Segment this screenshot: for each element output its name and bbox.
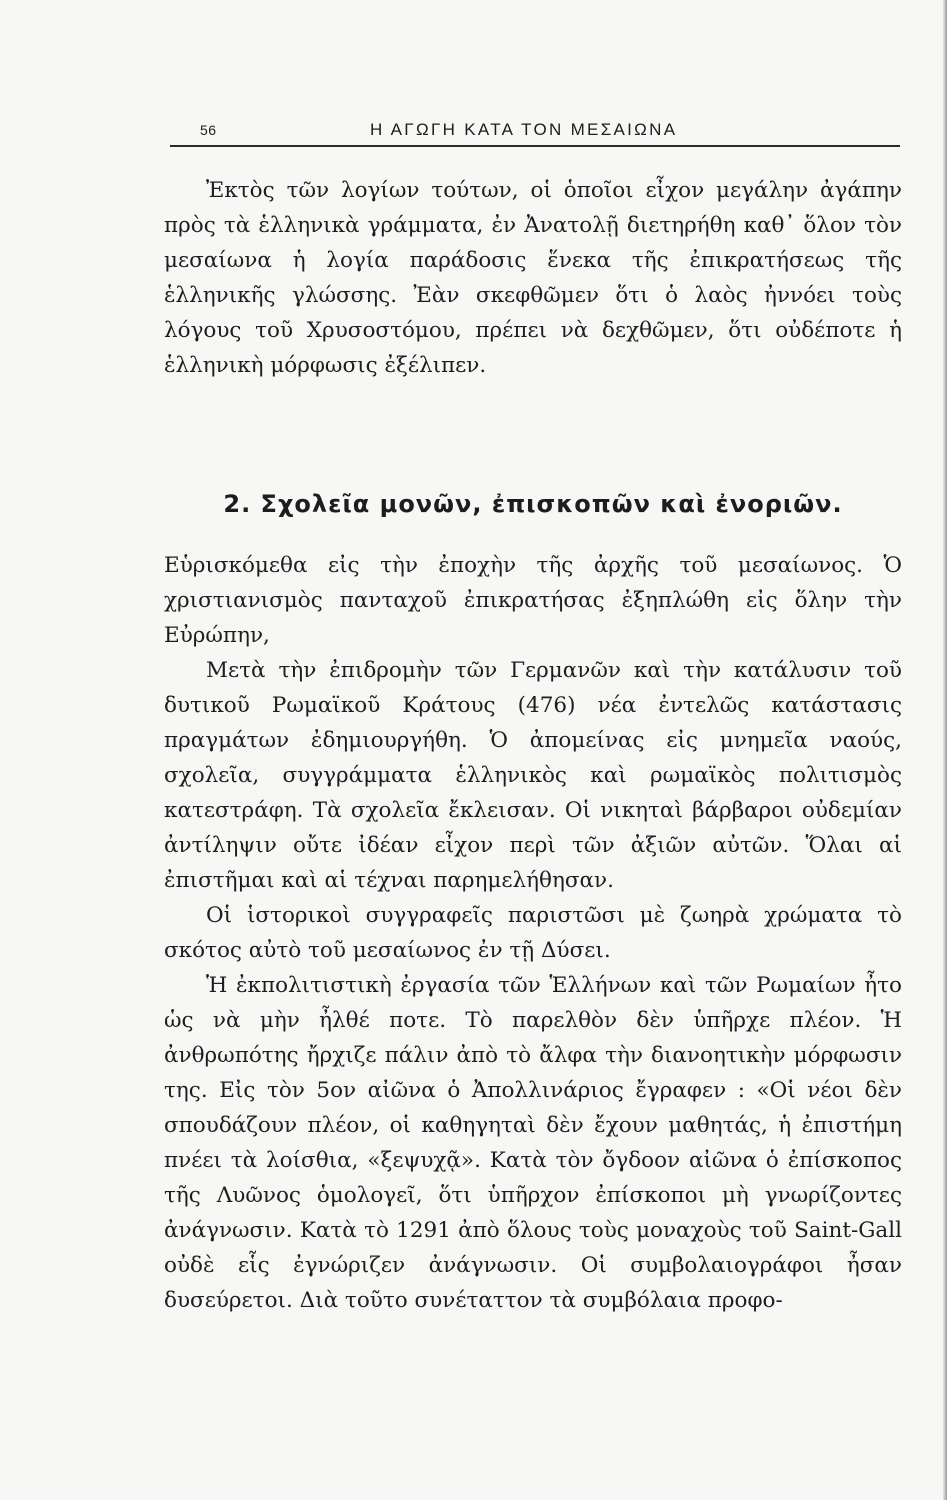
- intro-text-block: [164, 173, 902, 383]
- running-title: Η ΑΓΩΓΗ ΚΑΤΑ ΤΟΝ ΜΕΣΑΙΩΝΑ: [370, 120, 678, 139]
- section-paragraph-3: Οἱ ἱστορικοὶ συγγραφεῖς παριστῶσι μὲ ζωηρὰ χρώματα τὸ σκότος αὐτὸ τοῦ μεσαίωνος ἐν τῇ Δύσει.: [164, 903, 902, 963]
- header-rule: [170, 145, 900, 147]
- section-paragraph-4: Ἡ ἐκπολιτιστικὴ ἐργασία τῶν Ἑλλήνων καὶ τῶν Ρωμαίων ἦτο ὡς νὰ μὴν ἦλθέ ποτε. Τὸ παρελθὸν δὲν ὑπῆρχε πλέον. Ἡ ἀνθρωπότης ἤρχιζε πάλιν ἀπὸ τὸ ἄλφα τὴν διανοητικὴν μόρφωσιν της. Εἰς τὸν 5ον αἰῶνα ὁ Ἀπολλινάριος ἔγραφεν : «Οἱ νέοι δὲν σπουδάζουν πλέον, οἱ καθηγηταὶ δὲν ἔχουν μαθητάς, ἡ ἐπιστήμη πνέει τὰ λοίσθια, «ξεψυχᾷ». Κατὰ τὸν ὄγδοον αἰῶνα ὁ ἐπίσκοπος τῆς Λυῶνος ὁμολογεῖ, ὅτι ὑπῆρχον ἐπίσκοποι μὴ γνωρίζοντες ἀνάγνωσιν. Κατὰ τὸ 1291 ἀπὸ ὅλους τοὺς μοναχοὺς τοῦ Saint-Gall οὐδὲ εἷς ἐγνώριζεν ἀνάγνωσιν. Οἱ συμβολαιογράφοι ἦσαν δυσεύρετοι. Διὰ τοῦτο συνέταττον τὰ συμβόλαια προφο-: [164, 973, 902, 1313]
- intro-paragraph: Ἐκτὸς τῶν λογίων τούτων, οἱ ὁποῖοι εἶχον μεγάλην ἀγάπην πρὸς τὰ ἑλληνικὰ γράμματα, ἐν Ἀνατολῇ διετηρήθη καθ᾿ ὅλον τὸν μεσαίωνα ἡ λογία παράδοσις ἕνεκα τῆς ἐπικρατήσεως τῆς ἑλληνικῆς γλώσσης. Ἐὰν σκεφθῶμεν ὅτι ὁ λαὸς ἠννόει τοὺς λόγους τοῦ Χρυσοστόμου, πρέπει νὰ δεχθῶμεν, ὅτι οὐδέποτε ἡ ἑλληνικὴ μόρφωσις ἐξέλιπεν.: [164, 178, 902, 378]
- running-head: [170, 118, 900, 148]
- page-edge-shadow: [943, 0, 947, 1500]
- page-number: 56: [200, 122, 217, 138]
- section-paragraph-2: Μετὰ τὴν ἐπιδρομὴν τῶν Γερμανῶν καὶ τὴν κατάλυσιν τοῦ δυτικοῦ Ρωμαϊκοῦ Κράτους (476) νέα ἐντελῶς κατάστασις πραγμάτων ἐδημιουργήθη. Ὁ ἀπομείνας εἰς μνημεῖα ναούς, σχολεῖα, συγγράμματα ἑλληνικὸς καὶ ρωμαϊκὸς πολιτισμὸς κατεστράφη. Τὰ σχολεῖα ἔκλεισαν. Οἱ νικηταὶ βάρβαροι οὐδεμίαν ἀντίληψιν οὔτε ἰδέαν εἶχον περὶ τῶν ἀξιῶν αὐτῶν. Ὅλαι αἱ ἐπιστῆμαι καὶ αἱ τέχναι παρημελήθησαν.: [164, 658, 902, 893]
- section-text-block: [164, 548, 902, 1318]
- section-heading: 2. Σχολεῖα μονῶν, ἐπισκοπῶν καὶ ἐνοριῶν.: [223, 489, 843, 518]
- section-paragraph-1: Εὑρισκόμεθα εἰς τὴν ἐποχὴν τῆς ἀρχῆς τοῦ μεσαίωνος. Ὁ χριστιανισμὸς πανταχοῦ ἐπικρατήσας ἐξηπλώθη εἰς ὅλην τὴν Εὐρώπην,: [164, 553, 902, 648]
